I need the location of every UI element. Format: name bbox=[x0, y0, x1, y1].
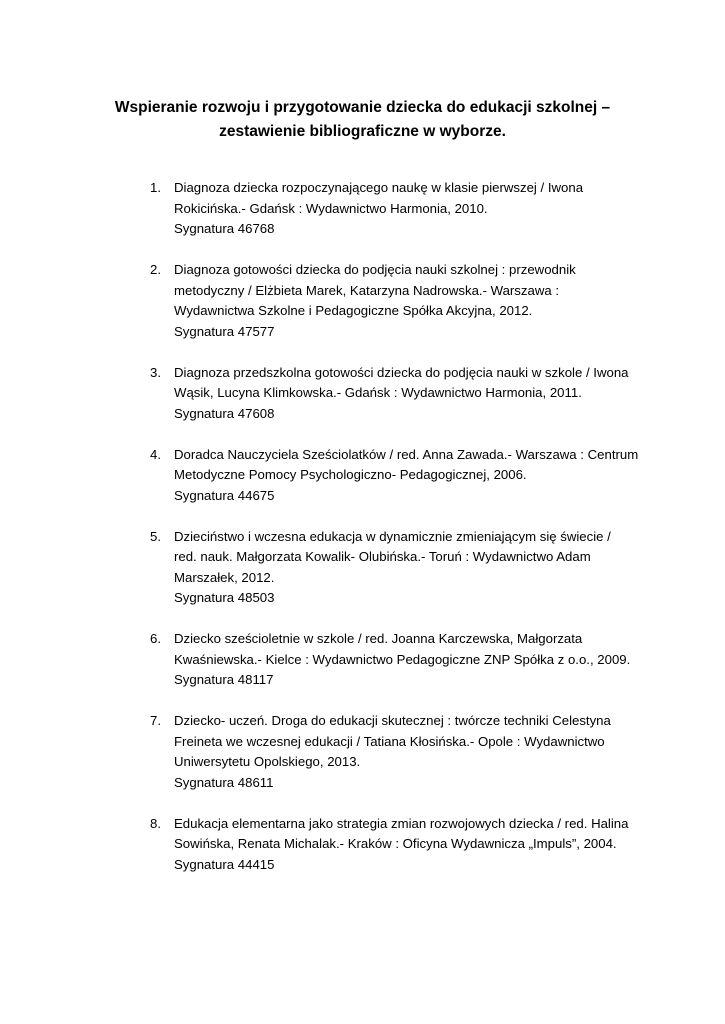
entry-text-line: Freineta we wczesnej edukacji / Tatiana Kłosińska.- Opole : Wydawnictwo bbox=[174, 733, 605, 749]
entry-signature: Sygnatura 48611 bbox=[174, 774, 274, 790]
bibliography-entry bbox=[150, 711, 650, 793]
entry-text-line: red. nauk. Małgorzata Kowalik- Olubińska.- Toruń : Wydawnictwo Adam bbox=[174, 549, 591, 564]
bibliography-entry bbox=[150, 178, 650, 240]
entry-text-line: Diagnoza gotowości dziecka do podjęcia nauki szkolnej : przewodnik bbox=[174, 262, 576, 277]
bibliography-entry bbox=[150, 629, 650, 691]
entry-signature: Sygnatura 44415 bbox=[174, 856, 275, 872]
entry-signature: Sygnatura 47608 bbox=[174, 405, 275, 421]
entry-number: 6. bbox=[150, 631, 161, 646]
entry-number: 4. bbox=[150, 446, 161, 462]
title-line: Wspieranie rozwoju i przygotowanie dziecka do edukacji szkolnej – bbox=[114, 99, 611, 117]
entry-text-line: Uniwersytetu Opolskiego, 2013. bbox=[174, 754, 361, 769]
title-line: zestawienie bibliograficzne w wyborze. bbox=[219, 123, 506, 141]
bibliography-list bbox=[150, 178, 650, 896]
entry-text-line: Wąsik, Lucyna Klimkowska.- Gdańsk : Wydawnictwo Harmonia, 2011. bbox=[174, 385, 582, 400]
entry-number: 3. bbox=[150, 364, 161, 380]
entry-text-line: Diagnoza przedszkolna gotowości dziecka do podjęcia nauki w szkole / Iwona bbox=[174, 364, 629, 380]
entry-signature: Sygnatura 46768 bbox=[174, 221, 275, 236]
entry-text-line: Rokicińska.- Gdańsk : Wydawnictwo Harmonia, 2010. bbox=[174, 200, 488, 216]
entry-number: 1. bbox=[150, 180, 161, 195]
bibliography-entry bbox=[150, 363, 650, 425]
entry-text-line: Dziecko- uczeń. Droga do edukacji skutecznej : twórcze techniki Celestyna bbox=[174, 713, 611, 728]
entry-number: 5. bbox=[150, 528, 161, 544]
entry-text-line: Doradca Nauczyciela Sześciolatków / red. Anna Zawada.- Warszawa : Centrum bbox=[174, 446, 639, 462]
bibliography-entry bbox=[150, 527, 650, 609]
bibliography-entry bbox=[150, 260, 650, 342]
entry-text-line: Marszałek, 2012. bbox=[174, 569, 275, 585]
entry-signature: Sygnatura 48503 bbox=[174, 590, 275, 605]
entry-text-line: Wydawnictwa Szkolne i Pedagogiczne Spółka Akcyjna, 2012. bbox=[174, 303, 533, 318]
bibliography-entry bbox=[150, 445, 650, 507]
entry-signature: Sygnatura 44675 bbox=[174, 487, 275, 503]
entry-text-line: Edukacja elementarna jako strategia zmian rozwojowych dziecka / red. Halina bbox=[174, 815, 629, 831]
entry-text-line: Metodyczne Pomocy Psychologiczno- Pedagogicznej, 2006. bbox=[174, 467, 527, 482]
bibliography-entry bbox=[150, 814, 650, 876]
document-title bbox=[100, 96, 625, 144]
entry-signature: Sygnatura 47577 bbox=[174, 323, 275, 339]
entry-text-line: metodyczny / Elżbieta Marek, Katarzyna Nadrowska.- Warszawa : bbox=[174, 282, 560, 298]
entry-number: 7. bbox=[150, 713, 161, 728]
entry-signature: Sygnatura 48117 bbox=[174, 672, 274, 687]
entry-text-line: Kwaśniewska.- Kielce : Wydawnictwo Pedagogiczne ZNP Spółka z o.o., 2009. bbox=[174, 651, 631, 667]
entry-text-line: Dziecko sześcioletnie w szkole / red. Joanna Karczewska, Małgorzata bbox=[174, 631, 583, 646]
entry-text-line: Diagnoza dziecka rozpoczynającego naukę w klasie pierwszej / Iwona bbox=[174, 180, 584, 195]
entry-text-line: Dzieciństwo i wczesna edukacja w dynamicznie zmieniającym się świecie / bbox=[174, 528, 611, 544]
entry-number: 8. bbox=[150, 815, 161, 831]
entry-number: 2. bbox=[150, 262, 161, 277]
entry-text-line: Sowińska, Renata Michalak.- Kraków : Oficyna Wydawnicza „Impuls”, 2004. bbox=[174, 836, 617, 851]
